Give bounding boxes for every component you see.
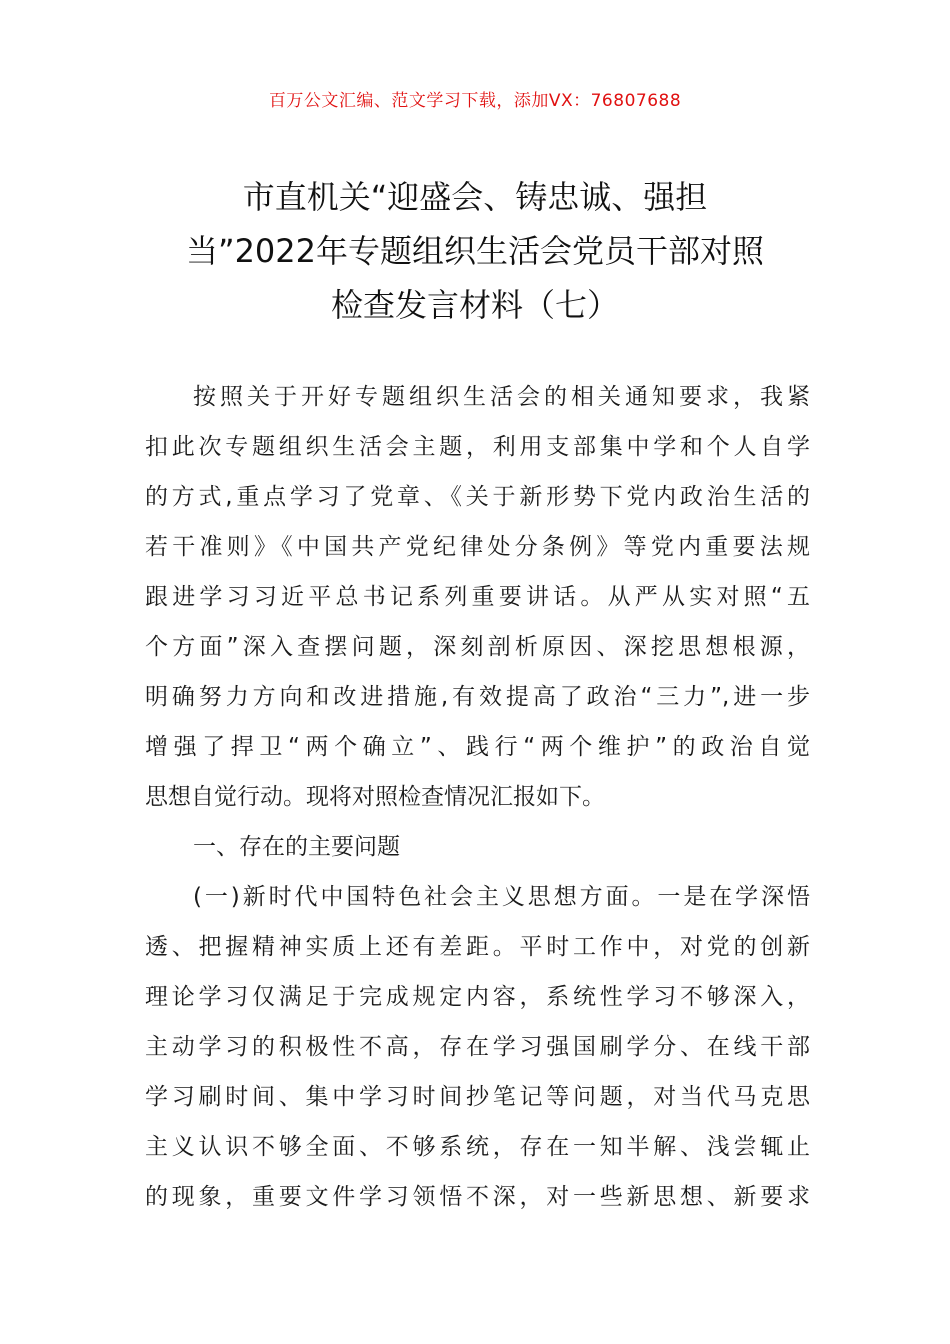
- body-line: 主动学习的积极性不高，存在学习强国刷学分、在线干部: [145, 1034, 810, 1060]
- title-line-1: 市直机关“迎盛会、铸忠诚、强担: [242, 178, 708, 216]
- body-line: 的现象，重要文件学习领悟不深，对一些新思想、新要求: [145, 1184, 810, 1210]
- document-title: [120, 170, 830, 332]
- body-line: 按照关于开好专题组织生活会的相关通知要求，我紧: [193, 384, 810, 410]
- watermark-header: 百万公文汇编、范文学习下载，添加VX：76807688: [268, 91, 682, 111]
- body-line: 理论学习仅满足于完成规定内容，系统性学习不够深入，: [145, 984, 810, 1010]
- title-line-3: 检查发言材料（七）: [330, 286, 619, 324]
- body-line: 若干准则》《中国共产党纪律处分条例》等党内重要法规: [145, 534, 810, 560]
- body-line: 跟进学习习近平总书记系列重要讲话。从严从实对照“五: [145, 584, 810, 610]
- title-line-2: 当”2022年专题组织生活会党员干部对照: [185, 232, 765, 270]
- body-line: 思想自觉行动。现将对照检查情况汇报如下。: [145, 784, 605, 810]
- body-line: 透、把握精神实质上还有差距。平时工作中，对党的创新: [145, 934, 810, 960]
- body-line: 明确努力方向和改进措施,有效提高了政治“三力”,进一步: [145, 684, 810, 710]
- body-line: 个方面”深入查摆问题，深刻剖析原因、深挖思想根源，: [145, 634, 810, 660]
- body-line: 扣此次专题组织生活会主题，利用支部集中学和个人自学: [145, 434, 810, 460]
- body-line: (一)新时代中国特色社会主义思想方面。一是在学深悟: [193, 884, 810, 910]
- section-heading: 一、存在的主要问题: [193, 834, 400, 860]
- body-line: 增强了捍卫“两个确立”、践行“两个维护”的政治自觉: [145, 734, 810, 760]
- body-line: 主义认识不够全面、不够系统，存在一知半解、浅尝辄止: [145, 1134, 810, 1160]
- document-body: [145, 372, 810, 1222]
- body-line: 的方式,重点学习了党章、《关于新形势下党内政治生活的: [145, 484, 810, 510]
- body-line: 学习刷时间、集中学习时间抄笔记等问题，对当代马克思: [145, 1084, 810, 1110]
